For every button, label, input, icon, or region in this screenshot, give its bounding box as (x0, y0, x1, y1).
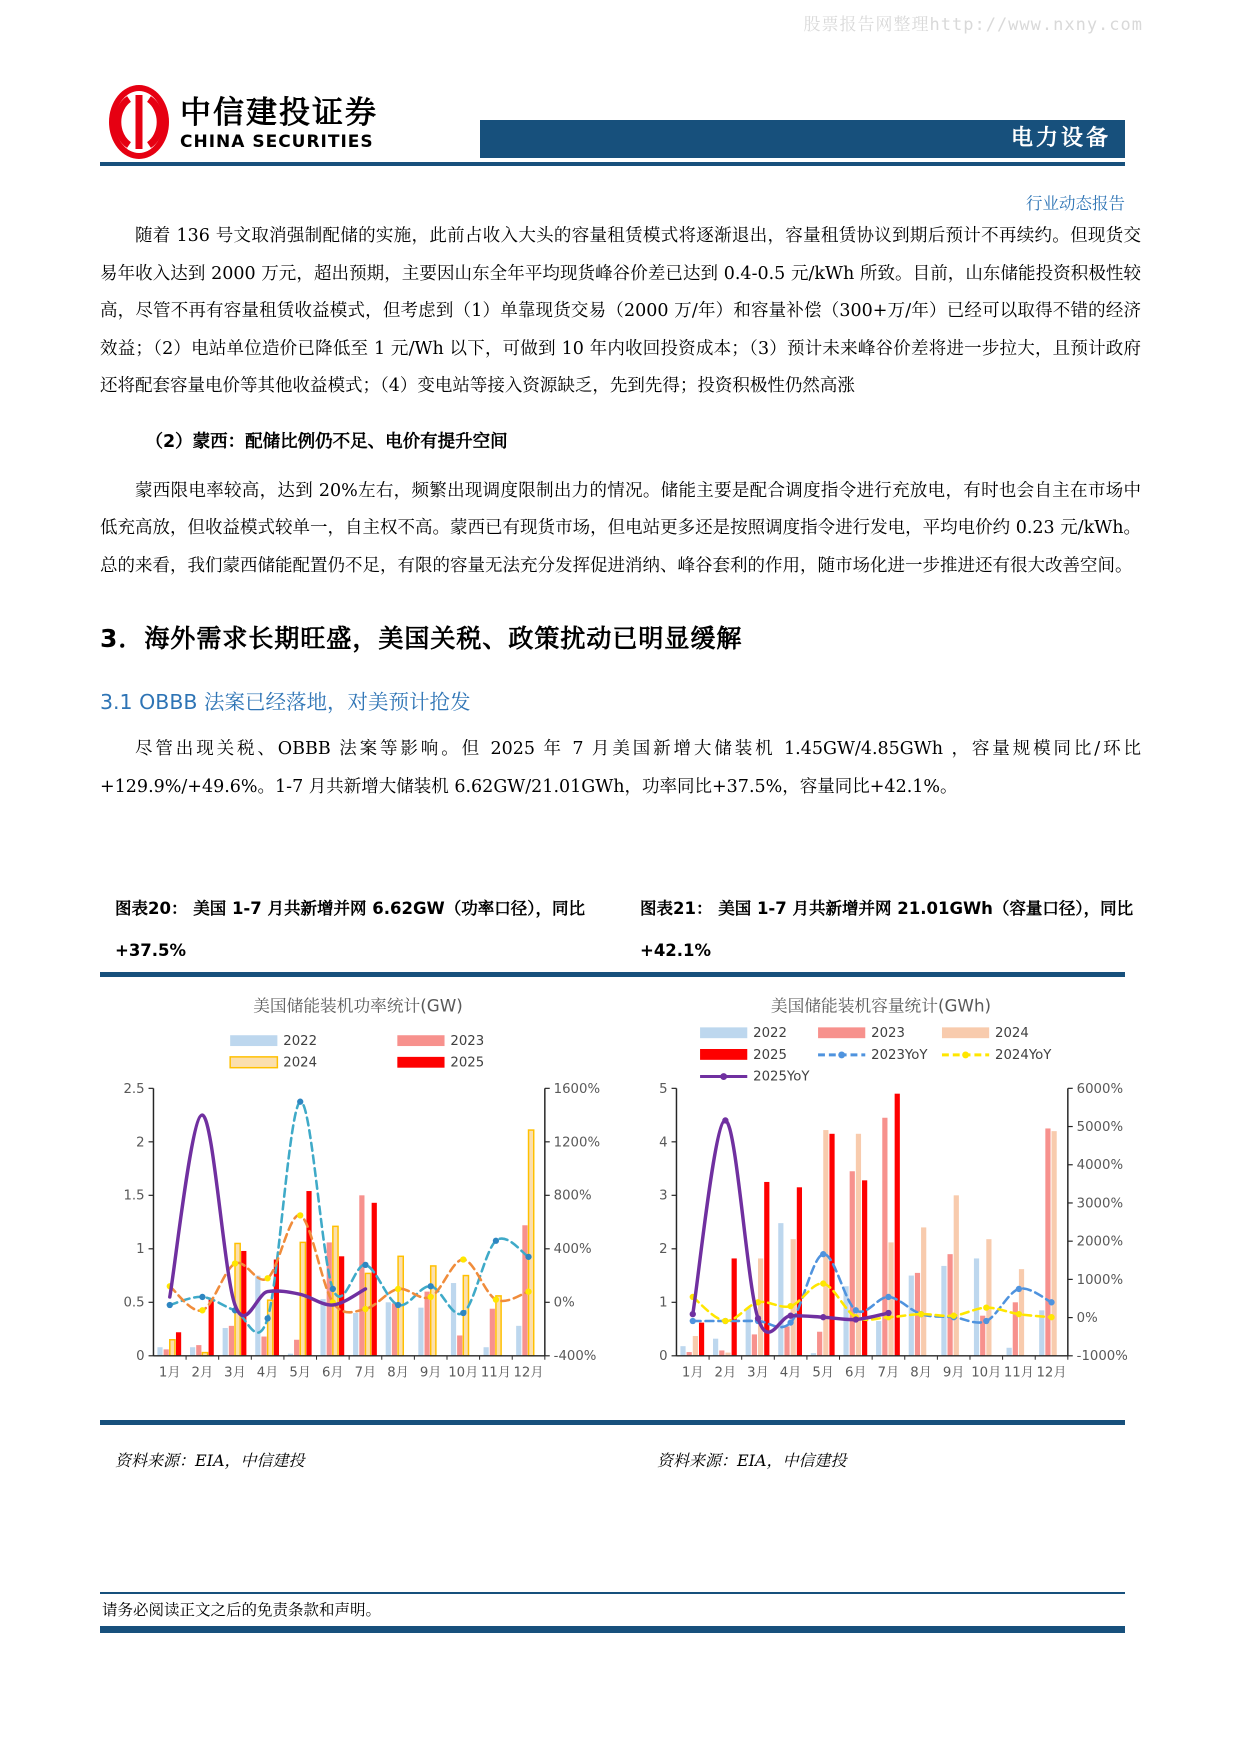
svg-text:-1000%: -1000% (1076, 1349, 1127, 1365)
svg-text:7月: 7月 (354, 1365, 377, 1381)
svg-text:9月: 9月 (942, 1365, 965, 1381)
logo-subtitle: CHINA SECURITIES (180, 131, 374, 152)
svg-text:1月: 1月 (158, 1365, 181, 1381)
svg-text:0.5: 0.5 (123, 1295, 145, 1311)
power-chart (112, 990, 604, 1403)
svg-text:1: 1 (136, 1242, 145, 1258)
figure21-source: 资料来源：EIA，中信建投 (657, 1451, 847, 1470)
svg-text:12月: 12月 (1036, 1365, 1067, 1381)
svg-text:美国储能装机功率统计(GW): 美国储能装机功率统计(GW) (253, 995, 463, 1016)
svg-text:3: 3 (659, 1188, 668, 1204)
figure-bottom-rule (100, 1420, 1125, 1425)
figure-top-rule (100, 972, 1125, 977)
svg-text:5: 5 (659, 1081, 668, 1097)
svg-text:12月: 12月 (513, 1365, 544, 1381)
svg-text:2024YoY: 2024YoY (995, 1047, 1052, 1063)
body-text (100, 218, 1141, 806)
svg-text:400%: 400% (553, 1242, 592, 1258)
footer-bottom-rule (100, 1626, 1125, 1633)
svg-text:0%: 0% (1076, 1311, 1098, 1327)
svg-text:1200%: 1200% (553, 1135, 601, 1151)
svg-text:8月: 8月 (910, 1365, 932, 1381)
footer-disclaimer: 请务必阅读正文之后的免责条款和声明。 (102, 1601, 382, 1619)
logo-title: 中信建投证券 (180, 95, 378, 132)
svg-text:3000%: 3000% (1076, 1196, 1124, 1212)
svg-text:10月: 10月 (448, 1365, 479, 1381)
svg-text:2: 2 (136, 1135, 145, 1151)
svg-text:5000%: 5000% (1076, 1119, 1124, 1135)
svg-text:1月: 1月 (681, 1365, 704, 1381)
svg-text:4000%: 4000% (1076, 1158, 1124, 1174)
svg-text:-400%: -400% (553, 1349, 597, 1365)
svg-text:2: 2 (659, 1242, 668, 1258)
svg-text:9月: 9月 (419, 1365, 442, 1381)
report-type-label: 行业动态报告 (1026, 194, 1125, 213)
paragraph-obbb: 尽管出现关税、OBBB 法案等影响。但 2025 年 7 月美国新增大储装机 1.45GW/4.85GWh ，容量规模同比/环比+129.9%/+49.6%。1-7 月共新增大储装机 6.62GW/21.01GWh，功率同比+37.5%，容量同比+42.1%。 (100, 739, 1141, 797)
svg-text:2025: 2025 (753, 1047, 787, 1063)
svg-text:4月: 4月 (256, 1365, 279, 1381)
svg-text:3月: 3月 (747, 1365, 769, 1381)
svg-text:2000%: 2000% (1076, 1234, 1124, 1250)
svg-text:3月: 3月 (224, 1365, 246, 1381)
svg-text:11月: 11月 (1003, 1365, 1034, 1381)
header-divider (100, 162, 1125, 166)
capacity-chart-block (635, 990, 1127, 1407)
section-heading: 3．海外需求长期旺盛，美国关税、政策扰动已明显缓解 (100, 624, 743, 653)
svg-text:4月: 4月 (779, 1365, 802, 1381)
sector-title-bar: 电力设备 (480, 120, 1125, 158)
svg-text:2024: 2024 (995, 1026, 1029, 1042)
svg-text:2023YoY: 2023YoY (871, 1047, 928, 1063)
figure21-caption: 图表21： 美国 1-7 月共新增并网 21.01GWh（容量口径），同比+42.1% (640, 899, 1134, 960)
svg-text:4: 4 (659, 1135, 668, 1151)
capacity-chart (635, 990, 1127, 1403)
svg-text:2023: 2023 (450, 1034, 485, 1050)
svg-text:2025: 2025 (450, 1055, 485, 1071)
svg-text:6月: 6月 (844, 1365, 867, 1381)
citic-emblem-icon (108, 84, 170, 164)
svg-text:7月: 7月 (877, 1365, 900, 1381)
svg-text:2023: 2023 (871, 1026, 905, 1042)
svg-text:5月: 5月 (812, 1365, 835, 1381)
svg-text:10月: 10月 (971, 1365, 1002, 1381)
svg-text:2024: 2024 (283, 1055, 318, 1071)
svg-text:1.5: 1.5 (123, 1188, 145, 1204)
paragraph-shandong: 随着 136 号文取消强制配储的实施，此前占收入大头的容量租赁模式将逐渐退出，容量租赁协议到期后预计不再续约。但现货交易年收入达到 2000 万元，超出预期，主要因山东全年平均现货峰谷价差已达到 0.4-0.5 元/kWh 所致。目前，山东储能投资积极性较高，尽管不再有容量租赁收益模式，但考虑到（1）单靠现货交易（2000 万/年）和容量补偿（300+万/年）已经可以取得不错的经济效益；（2）电站单位造价已降低至 1 元/Wh 以下，可做到 10 年内收回投资成本；（3）预计未来峰谷价差将进一步拉大，且预计政府还将配套容量电价等其他收益模式；（4）变电站等接入资源缺乏，先到先得；投资积极性仍然高涨 (100, 226, 1141, 396)
svg-text:0: 0 (659, 1349, 668, 1365)
svg-text:0%: 0% (553, 1295, 575, 1311)
svg-text:11月: 11月 (480, 1365, 511, 1381)
figure20-caption: 图表20： 美国 1-7 月共新增并网 6.62GW（功率口径），同比+37.5% (115, 899, 585, 960)
svg-text:2月: 2月 (191, 1365, 214, 1381)
svg-text:1: 1 (659, 1295, 668, 1311)
power-chart-block (112, 990, 604, 1407)
svg-text:2025YoY: 2025YoY (753, 1069, 810, 1085)
footer-top-rule (100, 1592, 1125, 1594)
paragraph-mengxi: 蒙西限电率较高，达到 20%左右，频繁出现调度限制出力的情况。储能主要是配合调度指令进行充放电，有时也会自主在市场中低充高放，但收益模式较单一，自主权不高。蒙西已有现货市场，但电站更多还是按照调度指令进行发电，平均电价约 0.23 元/kWh。总的来看，我们蒙西储能配置仍不足，有限的容量无法充分发挥促进消纳、峰谷套利的作用，随市场化进一步推进还有很大改善空间。 (100, 480, 1141, 576)
svg-text:美国储能装机容量统计(GWh): 美国储能装机容量统计(GWh) (770, 995, 992, 1016)
svg-text:2.5: 2.5 (123, 1081, 145, 1097)
svg-text:800%: 800% (553, 1188, 592, 1204)
svg-text:8月: 8月 (387, 1365, 409, 1381)
svg-text:1000%: 1000% (1076, 1272, 1124, 1288)
citic-securities-logo (108, 84, 378, 164)
svg-text:1600%: 1600% (553, 1081, 601, 1097)
svg-text:5月: 5月 (289, 1365, 312, 1381)
watermark-text: 股票报告网整理http://www.nxny.com (803, 15, 1143, 35)
logo-text (180, 96, 378, 152)
svg-text:0: 0 (136, 1349, 145, 1365)
subheading-mengxi: （2）蒙西：配储比例仍不足、电价有提升空间 (145, 431, 508, 452)
svg-text:6000%: 6000% (1076, 1081, 1124, 1097)
svg-text:2022: 2022 (283, 1034, 318, 1050)
subsection-heading: 3.1 OBBB 法案已经落地，对美预计抢发 (100, 690, 471, 714)
svg-text:2月: 2月 (714, 1365, 737, 1381)
svg-text:2022: 2022 (753, 1026, 787, 1042)
figure20-source: 资料来源：EIA，中信建投 (115, 1451, 305, 1470)
svg-text:6月: 6月 (321, 1365, 344, 1381)
